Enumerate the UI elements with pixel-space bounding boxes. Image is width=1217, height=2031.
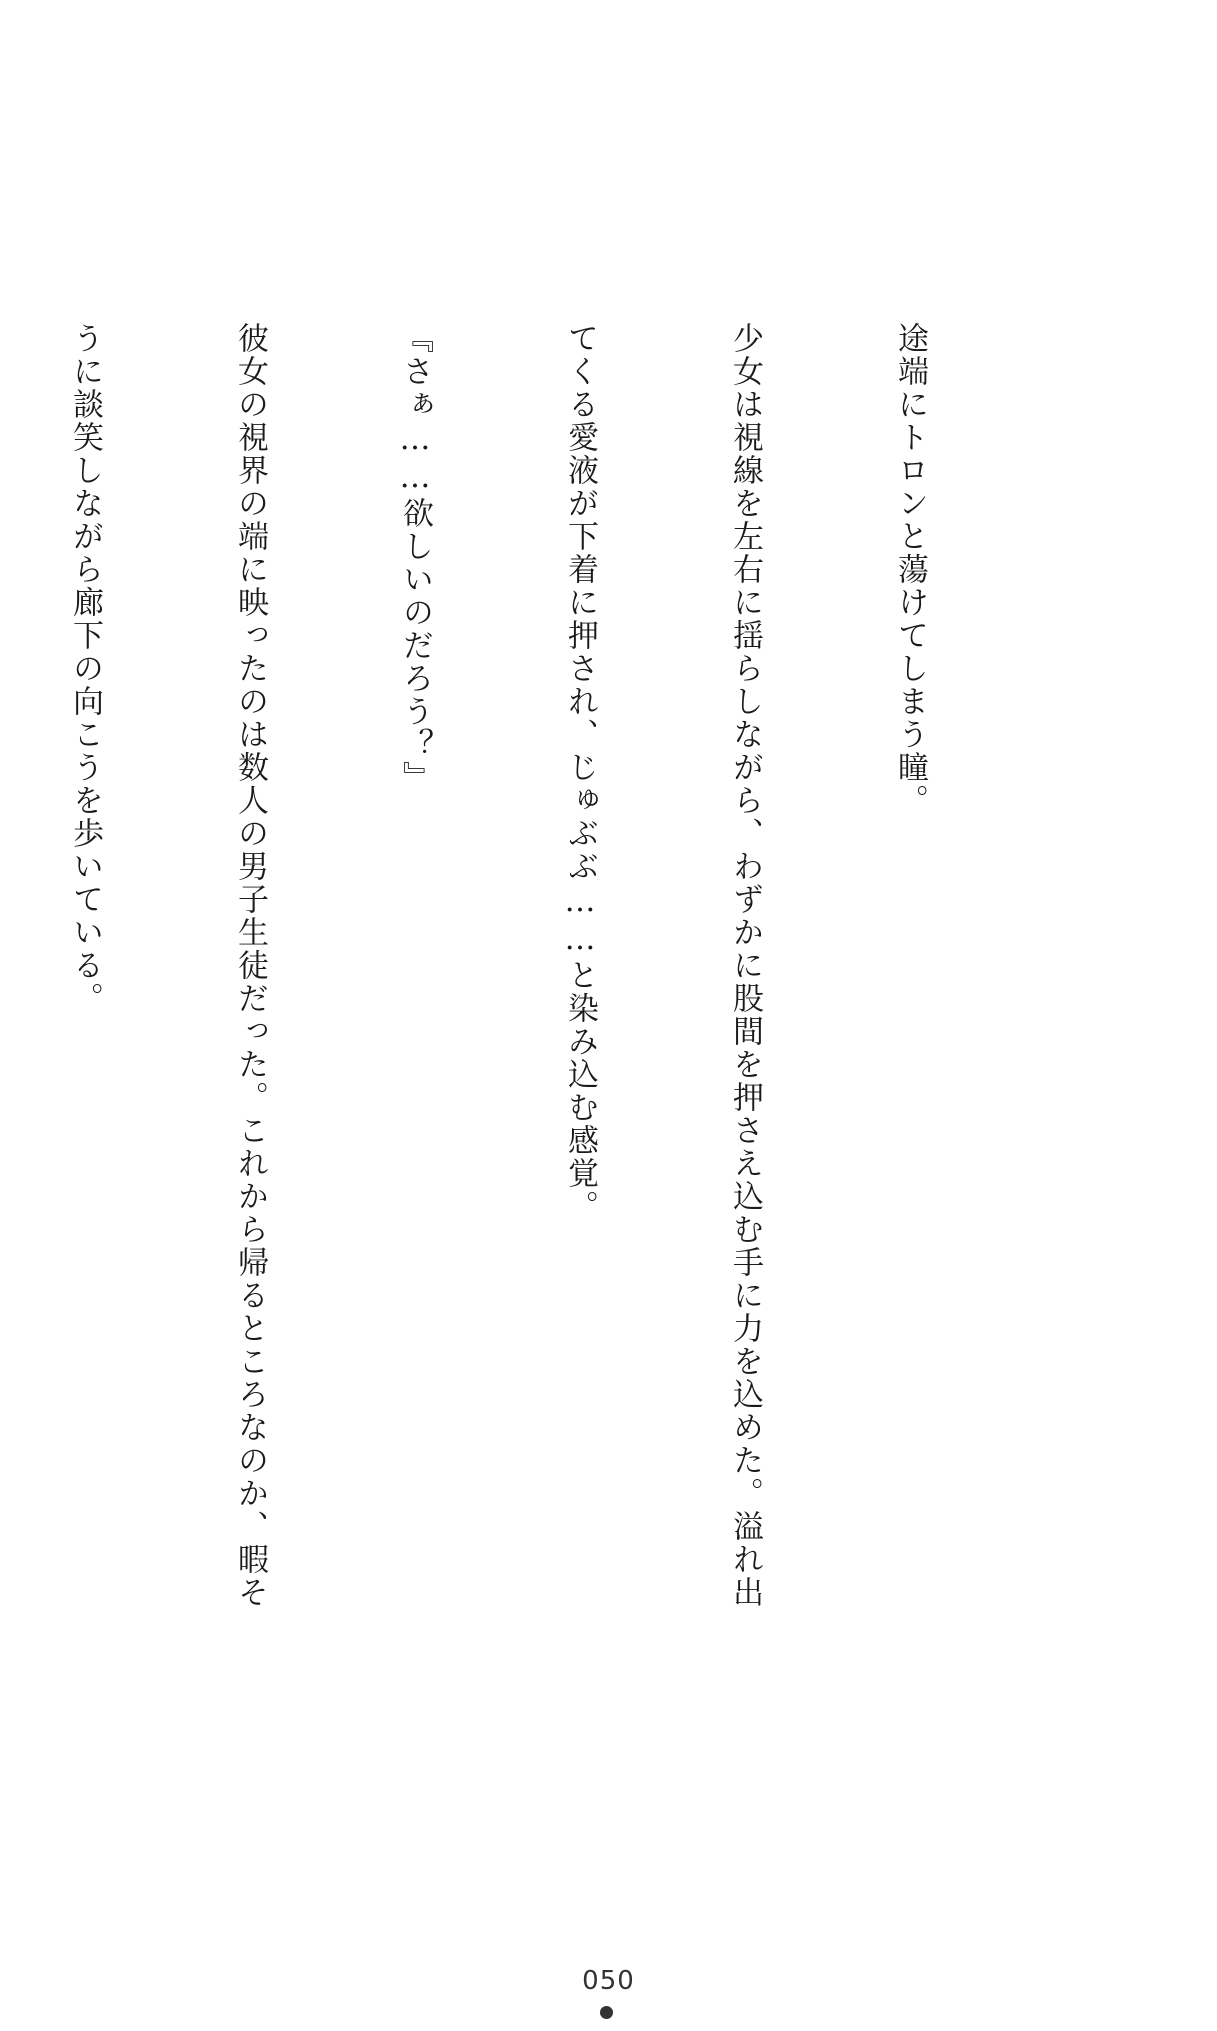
text-line: 『さぁ……欲しいのだろう？』 xyxy=(397,322,433,794)
text-line: 彼女の視界の端に映ったのは数人の男子生徒だった。これから帰るところなのか、暇そ xyxy=(232,322,268,1609)
text-line: 途端にトロンと蕩けてしまう瞳。 xyxy=(892,322,928,817)
page-number: 050 xyxy=(582,1966,635,1996)
text-line: うに談笑しながら廊下の向こうを歩いている。 xyxy=(67,322,103,1015)
text-line: 少女は視線を左右に揺らしながら、わずかに股間を押さえ込む手に力を込めた。溢れ出 xyxy=(727,322,763,1609)
text-line: てくる愛液が下着に押され、じゅぶぶ……と染み込む感覚。 xyxy=(562,322,598,1223)
page-dot-icon xyxy=(600,2006,613,2019)
vertical-text-body xyxy=(67,322,1047,1742)
